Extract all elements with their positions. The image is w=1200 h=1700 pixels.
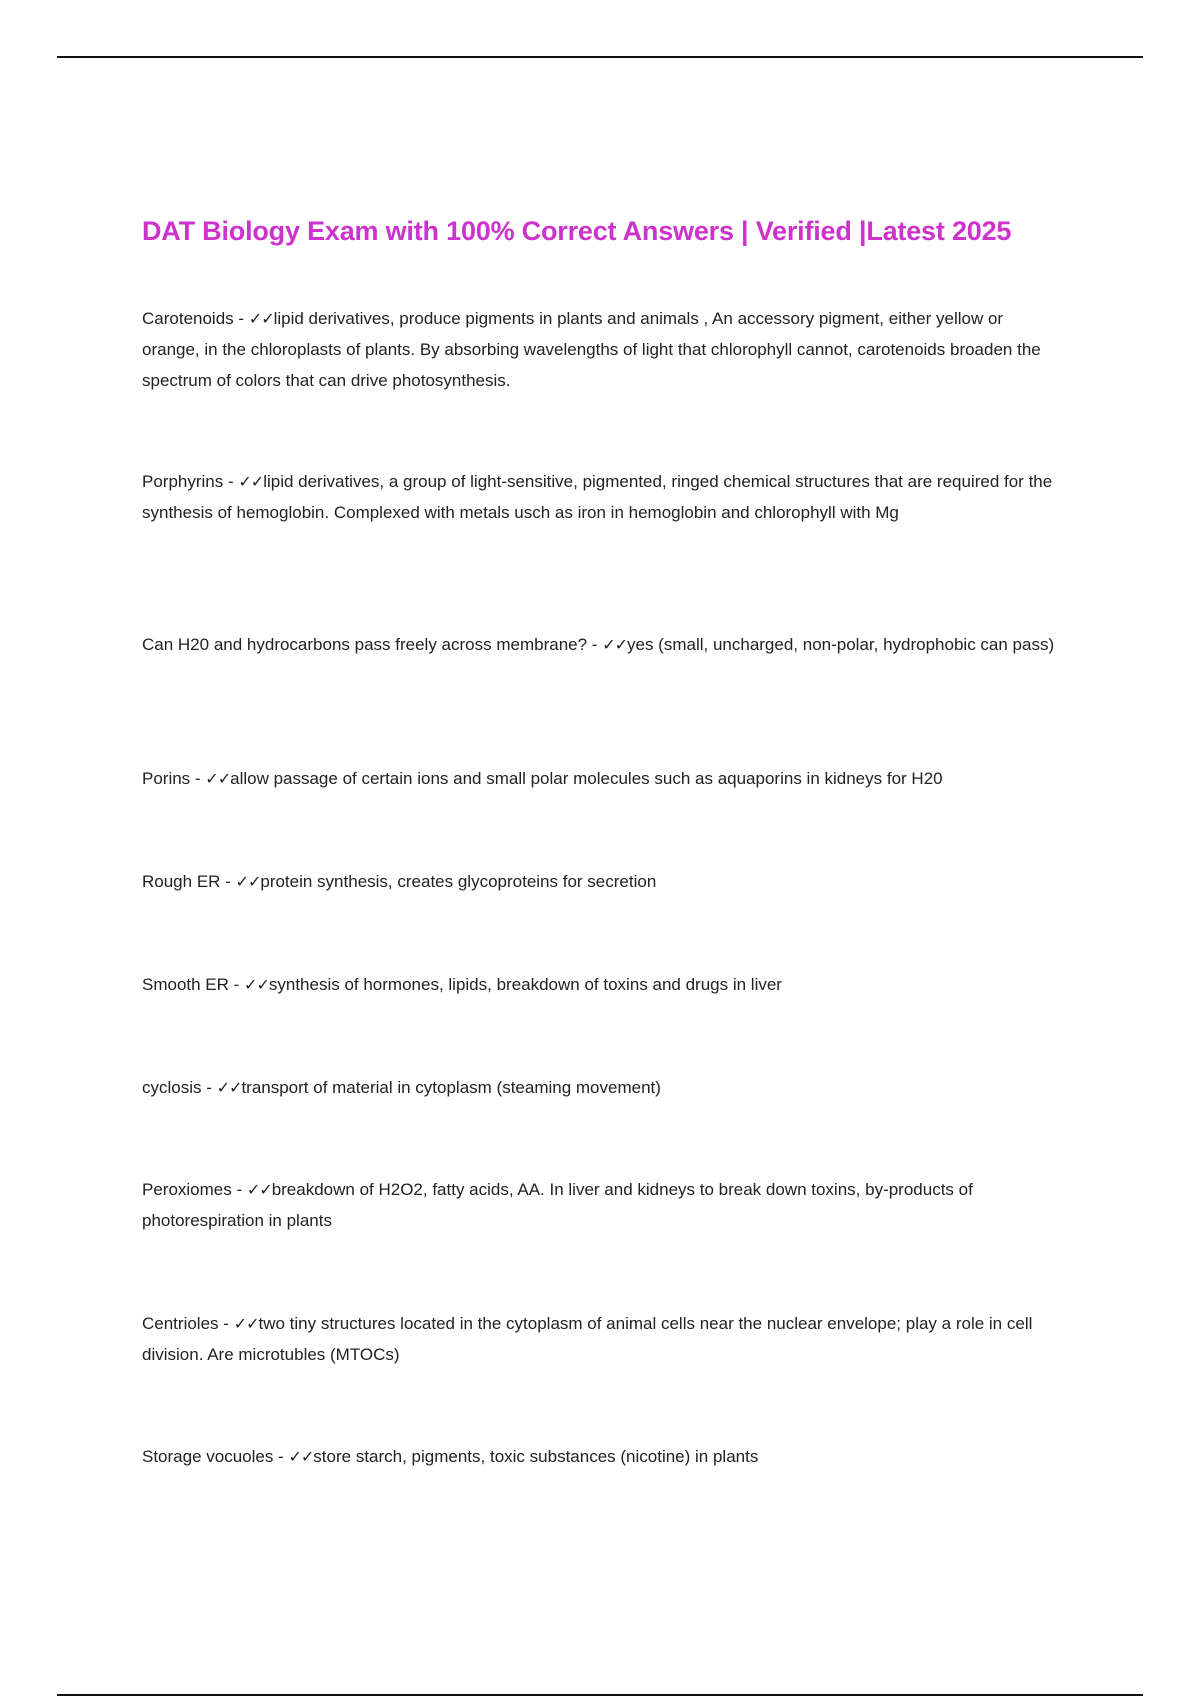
entry-definition: two tiny structures located in the cytoplasm of animal cells near the nuclear envelope; play a role in cell division. Are microtubles (MTOCs) (142, 1314, 1033, 1364)
entry-term: Porins (142, 769, 191, 788)
qa-entry-peroxiomes (142, 1174, 1062, 1236)
qa-entry-porphyrins (142, 466, 1062, 528)
entry-definition: allow passage of certain ions and small polar molecules such as aquaporins in kidneys for H20 (230, 769, 943, 788)
qa-entry-carotenoids (142, 303, 1062, 396)
entry-definition: lipid derivatives, produce pigments in plants and animals , An accessory pigment, either yellow or orange, in the chloroplasts of plants. By absorbing wavelengths of light that chlorophyll cannot, carotenoids broaden the spectrum of colors that can drive photosynthesis. (142, 309, 1041, 390)
qa-entry-storage-vacuoles (142, 1441, 1062, 1472)
entry-term: Rough ER (142, 872, 221, 891)
double-check-icon: ✓✓ (602, 635, 627, 654)
entry-separator: - (231, 1180, 247, 1199)
entry-separator: - (190, 769, 206, 788)
document-title: DAT Biology Exam with 100% Correct Answers | Verified |Latest 2025 (142, 216, 1012, 246)
entry-term: Centrioles (142, 1314, 219, 1333)
double-check-icon: ✓✓ (248, 309, 274, 328)
double-check-icon: ✓✓ (288, 1447, 314, 1466)
entry-separator: - (228, 975, 245, 994)
double-check-icon: ✓✓ (235, 872, 261, 891)
double-check-icon: ✓✓ (205, 769, 231, 788)
entry-term: Peroxiomes (142, 1180, 232, 1199)
entry-definition: lipid derivatives, a group of light-sensitive, pigmented, ringed chemical structures that are required for the synthesis of hemoglobin. Complexed with metals usch as iron in hemoglobin and chlorophyll with Mg (142, 472, 1053, 522)
qa-entry-cyclosis (142, 1072, 1062, 1103)
entry-term: cyclosis (142, 1078, 202, 1097)
entry-separator: - (223, 472, 239, 491)
double-check-icon: ✓✓ (216, 1078, 242, 1097)
entry-term: Porphyrins (142, 472, 224, 491)
qa-entry-porins (142, 763, 1062, 794)
entry-separator: - (273, 1447, 289, 1466)
entry-separator: - (220, 872, 236, 891)
entry-separator: - (201, 1078, 217, 1097)
footer-rule (57, 1694, 1143, 1696)
entry-definition: protein synthesis, creates glycoproteins for secretion (260, 872, 657, 891)
entry-definition: yes (small, uncharged, non-polar, hydrophobic can pass) (627, 635, 1055, 654)
entry-separator: - (587, 635, 603, 654)
qa-entry-membrane (142, 629, 1062, 660)
entry-definition: store starch, pigments, toxic substances (nicotine) in plants (313, 1447, 759, 1466)
qa-entry-smooth-er (142, 969, 1062, 1000)
entry-separator: - (218, 1314, 234, 1333)
double-check-icon: ✓✓ (246, 1180, 272, 1199)
header-rule (57, 56, 1143, 58)
entry-definition: synthesis of hormones, lipids, breakdown of toxins and drugs in liver (268, 975, 782, 994)
double-check-icon: ✓✓ (238, 472, 264, 491)
qa-entry-rough-er (142, 866, 1062, 897)
double-check-icon: ✓✓ (244, 975, 269, 994)
qa-entry-centrioles (142, 1308, 1062, 1370)
double-check-icon: ✓✓ (233, 1314, 259, 1333)
entry-separator: - (233, 309, 249, 328)
entry-term: Smooth ER (142, 975, 229, 994)
entry-definition: transport of material in cytoplasm (steaming movement) (241, 1078, 661, 1097)
entry-definition: breakdown of H2O2, fatty acids, AA. In liver and kidneys to break down toxins, by-products of photorespiration in plants (142, 1180, 973, 1230)
entry-term: Carotenoids (142, 309, 234, 328)
entry-term: Storage vocuoles (142, 1447, 274, 1466)
entry-term: Can H20 and hydrocarbons pass freely across membrane? (142, 635, 588, 654)
